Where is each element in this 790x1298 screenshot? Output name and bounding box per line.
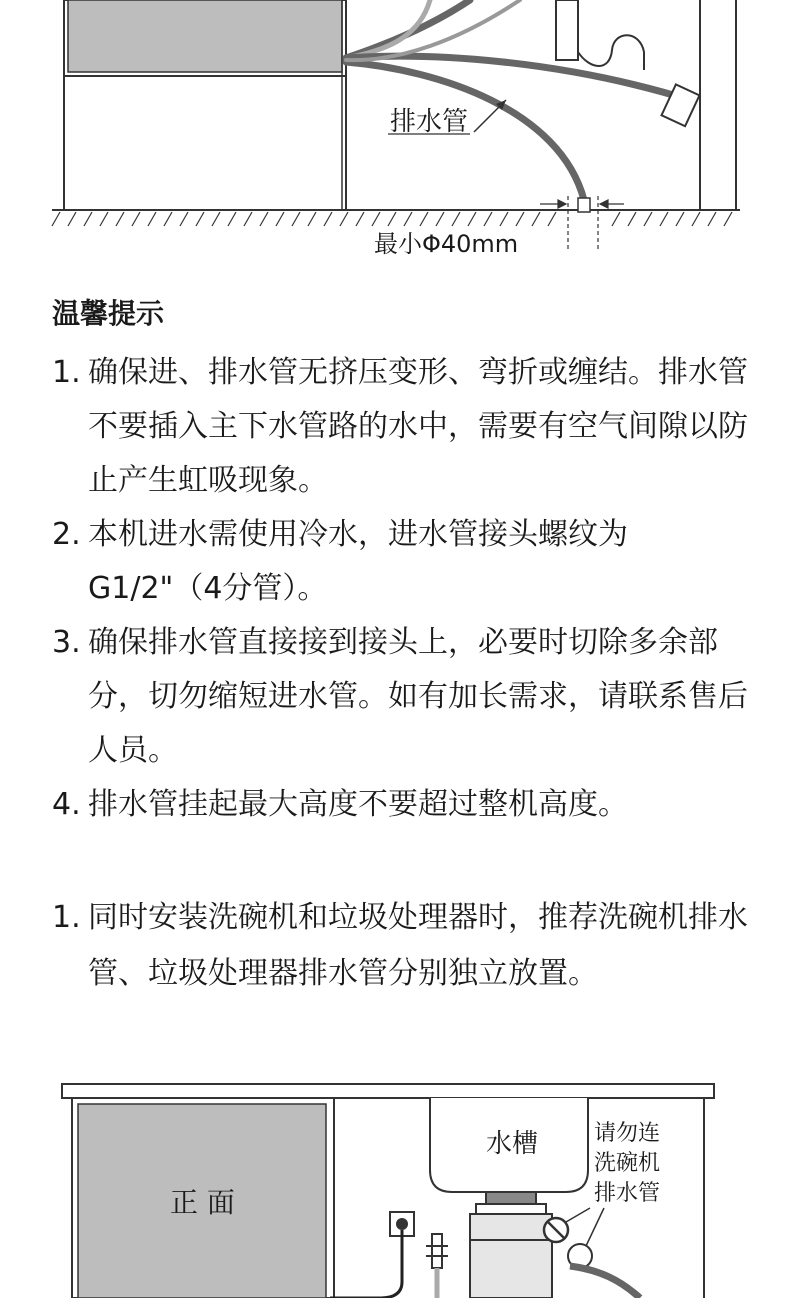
tip-number: 2. (52, 517, 81, 552)
tip-text: 确保进、排水管无挤压变形、弯折或缠结。排水管不要插入主下水管路的水中，需要有空气间隙以防止产生虹吸现象。 (88, 355, 748, 498)
note-number: 1. (52, 900, 81, 935)
tip-item-3 (52, 616, 752, 778)
countertop (62, 1084, 714, 1098)
sink-bowl (430, 1098, 588, 1192)
tip-text: 本机进水需使用冷水，进水管接头螺纹为G1/2"（4分管）。 (88, 517, 628, 606)
disposer-installation-diagram (0, 1070, 790, 1298)
drain-installation-diagram (0, 0, 790, 280)
water-valve-icon (426, 1234, 448, 1298)
dishwasher-front (72, 1098, 334, 1298)
min-diameter-label: 最小Φ40mm (374, 230, 519, 258)
warning-line-2: 洗碗机 (594, 1151, 661, 1176)
drain-pipe-end (578, 198, 590, 212)
disposer-note (52, 890, 752, 1002)
tip-text: 排水管挂起最大高度不要超过整机高度。 (88, 787, 628, 822)
sink-trap (556, 0, 699, 126)
floor-hatch (52, 210, 740, 226)
tips-section (52, 292, 752, 832)
note-text: 同时安装洗碗机和垃圾处理器时，推荐洗碗机排水管、垃圾处理器排水管分别独立放置。 (88, 900, 748, 991)
tip-text: 确保排水管直接接到接头上，必要时切除多余部分，切勿缩短进水管。如有加长需求，请联系售后人员。 (88, 625, 748, 768)
tip-item-1 (52, 346, 752, 508)
power-outlet-icon (330, 1212, 414, 1298)
dishwasher-cabinet (64, 0, 346, 210)
tip-number: 4. (52, 787, 81, 822)
tips-title: 温馨提示 (52, 297, 165, 330)
prohibited-connection-icon (544, 1218, 640, 1298)
hoses (346, 0, 690, 200)
garbage-disposer (470, 1192, 552, 1298)
drain-hose-label: 排水管 (390, 107, 469, 137)
front-label: 正 面 (170, 1186, 235, 1219)
tip-number: 1. (52, 355, 81, 390)
tip-item-4 (52, 778, 752, 832)
warning-line-3: 排水管 (594, 1181, 661, 1206)
tip-item-2 (52, 508, 752, 616)
note-item (52, 890, 752, 1002)
drain-label-group (388, 100, 506, 137)
tip-number: 3. (52, 625, 81, 660)
warning-line-1: 请勿连 (594, 1121, 661, 1146)
sink-label: 水槽 (486, 1129, 539, 1159)
